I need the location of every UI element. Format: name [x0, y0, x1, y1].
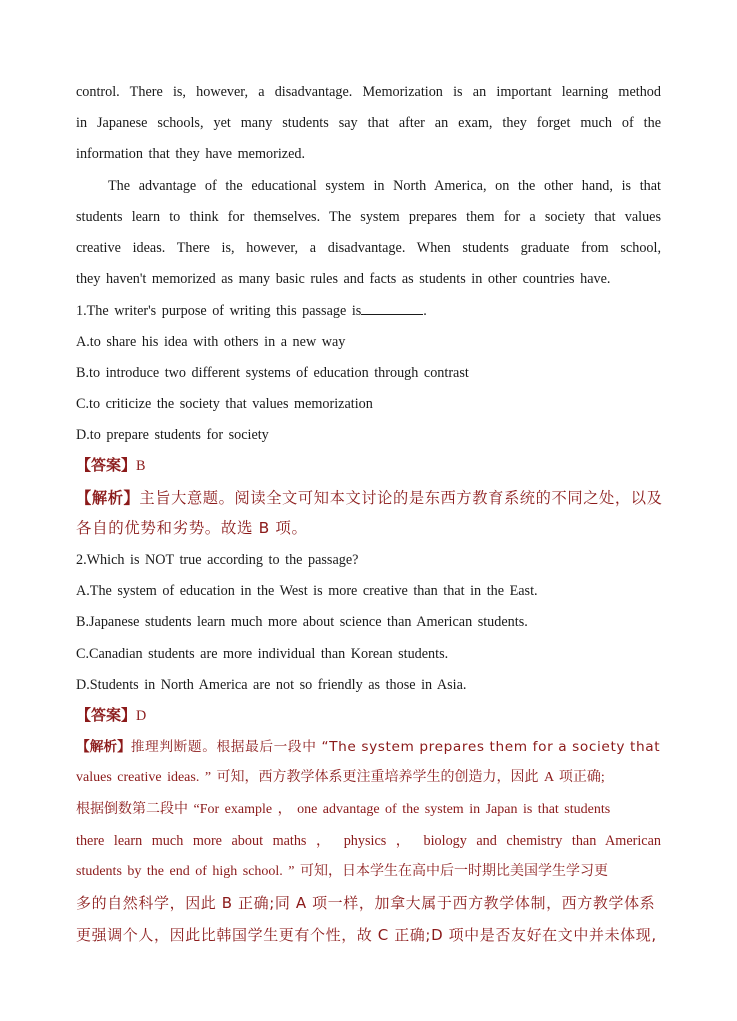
analysis-tag: 【解析】	[76, 739, 131, 755]
question-2-option-a: A.The system of education in the West is more creative than that in the East.	[76, 583, 538, 599]
passage-line: they haven't memorized as many basic rules and facts as students in other countries have.	[76, 271, 611, 287]
question-2-analysis-line: there learn much more about maths ， physics ， biology and chemistry than American	[76, 833, 661, 849]
answer-tag: 【答案】	[76, 706, 137, 724]
question-stem-end: .	[423, 303, 427, 319]
analysis-text: 推理判断题。根据最后一段中 “The system prepares them for a society that	[130, 739, 661, 755]
answer-value: B	[136, 458, 146, 474]
passage-line: in Japanese schools, yet many students say that after an exam, they forget much of the	[76, 115, 661, 131]
question-1-analysis-line: 各自的优势和劣势。故选 B 项。	[76, 519, 308, 537]
passage-line: creative ideas. There is, however, a disadvantage. When students graduate from school,	[76, 240, 661, 256]
analysis-text: 主旨大意题。阅读全文可知本文讨论的是东西方教育系统的不同之处，以及	[139, 489, 663, 507]
passage-line: students learn to think for themselves. The system prepares them for a society that values	[76, 209, 661, 225]
answer-value: D	[136, 708, 147, 724]
question-2-option-b: B.Japanese students learn much more about science than American students.	[76, 614, 528, 630]
passage-line: The advantage of the educational system in North America, on the other hand, is that	[108, 178, 661, 194]
question-stem-text: 1.The writer's purpose of writing this passage is	[76, 303, 362, 319]
passage-line: information that they have memorized.	[76, 146, 306, 162]
question-1-option-c: C.to criticize the society that values memorization	[76, 396, 373, 412]
question-2-option-c: C.Canadian students are more individual than Korean students.	[76, 646, 449, 662]
question-2-analysis	[76, 737, 661, 757]
question-2-option-d: D.Students in North America are not so friendly as those in Asia.	[76, 677, 467, 693]
question-2-analysis-line: students by the end of high school. ” 可知，日本学生在高中后一时期比美国学生学习更	[76, 864, 609, 879]
answer-tag: 【答案】	[76, 456, 137, 474]
question-1-option-a: A.to share his idea with others in a new way	[76, 334, 346, 350]
question-1-analysis	[76, 488, 661, 508]
analysis-tag: 【解析】	[76, 489, 140, 507]
question-1-option-d: D.to prepare students for society	[76, 427, 269, 443]
question-1-option-b: B.to introduce two different systems of education through contrast	[76, 365, 469, 381]
question-2-analysis-line: 根据倒数第二段中 “For example ， one advantage of the system in Japan is that students	[76, 802, 611, 817]
question-2-analysis-line: 多的自然科学，因此 B 正确;同 A 项一样，加拿大属于西方教学体制，西方教学体系	[76, 894, 656, 912]
question-1-stem	[76, 300, 661, 321]
passage-line: control. There is, however, a disadvantage. Memorization is an important learning method	[76, 84, 661, 100]
question-2-analysis-line: 更强调个人，因此比韩国学生更有个性，故 C 正确;D 项中是否友好在文中并未体现,	[76, 926, 657, 944]
question-2-analysis-line: values creative ideas. ” 可知，西方教学体系更注重培养学生的创造力，因此 A 项正确;	[76, 770, 605, 785]
question-1-answer	[76, 455, 661, 476]
question-2-stem: 2.Which is NOT true according to the passage?	[76, 552, 359, 568]
answer-blank	[361, 300, 423, 315]
question-2-answer	[76, 705, 661, 726]
